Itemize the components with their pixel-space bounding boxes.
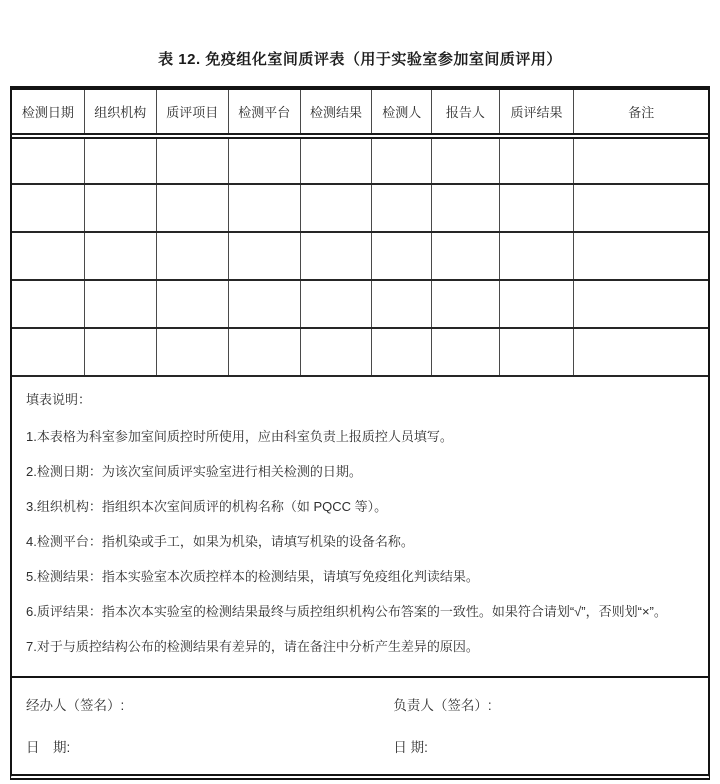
empty-cell bbox=[499, 328, 574, 376]
empty-cell bbox=[84, 184, 156, 232]
empty-cell bbox=[156, 136, 228, 184]
empty-cell bbox=[432, 232, 500, 280]
column-header-remarks: 备注 bbox=[574, 90, 708, 136]
handler-date-label: 日 期: bbox=[26, 740, 71, 755]
empty-cell bbox=[372, 328, 432, 376]
empty-cell bbox=[12, 232, 84, 280]
column-header-platform: 检测平台 bbox=[228, 90, 300, 136]
column-header-qa-item: 质评项目 bbox=[156, 90, 228, 136]
empty-cell bbox=[156, 328, 228, 376]
column-header-result: 检测结果 bbox=[300, 90, 372, 136]
manager-signature-label: 负责人（签名）: bbox=[393, 698, 492, 713]
empty-cell bbox=[228, 280, 300, 328]
empty-cell bbox=[156, 280, 228, 328]
empty-cell bbox=[499, 232, 574, 280]
empty-cell bbox=[12, 136, 84, 184]
note-item-4: 4.检测平台：指机染或手工，如果为机染，请填写机染的设备名称。 bbox=[26, 534, 414, 549]
table-row bbox=[12, 328, 708, 376]
column-header-tester: 检测人 bbox=[372, 90, 432, 136]
empty-cell bbox=[228, 136, 300, 184]
empty-cell bbox=[499, 280, 574, 328]
empty-cell bbox=[432, 184, 500, 232]
note-item-6: 6.质评结果：指本次本实验室的检测结果最终与质控组织机构公布答案的一致性。如果符合请划“√”，否则划“×”。 bbox=[26, 604, 667, 619]
empty-cell bbox=[228, 232, 300, 280]
empty-cell bbox=[156, 232, 228, 280]
empty-cell bbox=[574, 184, 708, 232]
empty-cell bbox=[300, 232, 372, 280]
column-header-reporter: 报告人 bbox=[432, 90, 500, 136]
empty-cell bbox=[499, 184, 574, 232]
empty-cell bbox=[300, 328, 372, 376]
empty-cell bbox=[372, 280, 432, 328]
empty-cell bbox=[84, 232, 156, 280]
empty-cell bbox=[84, 328, 156, 376]
empty-cell bbox=[372, 184, 432, 232]
empty-cell bbox=[432, 280, 500, 328]
note-item-3: 3.组织机构：指组织本次室间质评的机构名称（如 PQCC 等）。 bbox=[26, 499, 388, 514]
note-item-2: 2.检测日期：为该次室间质评实验室进行相关检测的日期。 bbox=[26, 464, 362, 479]
empty-cell bbox=[156, 184, 228, 232]
header-row bbox=[12, 90, 708, 136]
table-row bbox=[12, 136, 708, 184]
note-item-1: 1.本表格为科室参加室间质控时所使用，应由科室负责上报质控人员填写。 bbox=[26, 429, 453, 444]
empty-cell bbox=[432, 328, 500, 376]
empty-cell bbox=[300, 184, 372, 232]
empty-cell bbox=[574, 328, 708, 376]
empty-cell bbox=[372, 136, 432, 184]
table-row bbox=[12, 280, 708, 328]
empty-cell bbox=[432, 136, 500, 184]
qc-table bbox=[12, 90, 708, 377]
note-item-7: 7.对于与质控结构公布的检测结果有差异的，请在备注中分析产生差异的原因。 bbox=[26, 639, 479, 654]
manager-date-label: 日 期: bbox=[393, 740, 428, 755]
empty-cell bbox=[300, 280, 372, 328]
signature-section bbox=[12, 676, 708, 774]
empty-cell bbox=[228, 328, 300, 376]
note-item-5: 5.检测结果：指本实验室本次质控样本的检测结果，请填写免疫组化判读结果。 bbox=[26, 569, 479, 584]
empty-cell bbox=[372, 232, 432, 280]
empty-cell bbox=[574, 280, 708, 328]
column-header-date: 检测日期 bbox=[12, 90, 84, 136]
empty-cell bbox=[228, 184, 300, 232]
column-header-qa-result: 质评结果 bbox=[499, 90, 574, 136]
empty-cell bbox=[574, 232, 708, 280]
column-header-organization: 组织机构 bbox=[84, 90, 156, 136]
page-title: 表 12. 免疫组化室间质评表（用于实验室参加室间质评用） bbox=[158, 51, 562, 68]
handler-signature-label: 经办人（签名）: bbox=[26, 698, 125, 713]
qc-form bbox=[10, 86, 710, 780]
empty-cell bbox=[499, 136, 574, 184]
empty-cell bbox=[12, 184, 84, 232]
empty-cell bbox=[12, 328, 84, 376]
table-row bbox=[12, 232, 708, 280]
empty-cell bbox=[84, 280, 156, 328]
table-row bbox=[12, 184, 708, 232]
notes-heading: 填表说明： bbox=[26, 392, 92, 407]
qc-table-body bbox=[12, 136, 708, 376]
empty-cell bbox=[574, 136, 708, 184]
empty-cell bbox=[300, 136, 372, 184]
notes-section bbox=[12, 377, 708, 676]
empty-cell bbox=[12, 280, 84, 328]
empty-cell bbox=[84, 136, 156, 184]
